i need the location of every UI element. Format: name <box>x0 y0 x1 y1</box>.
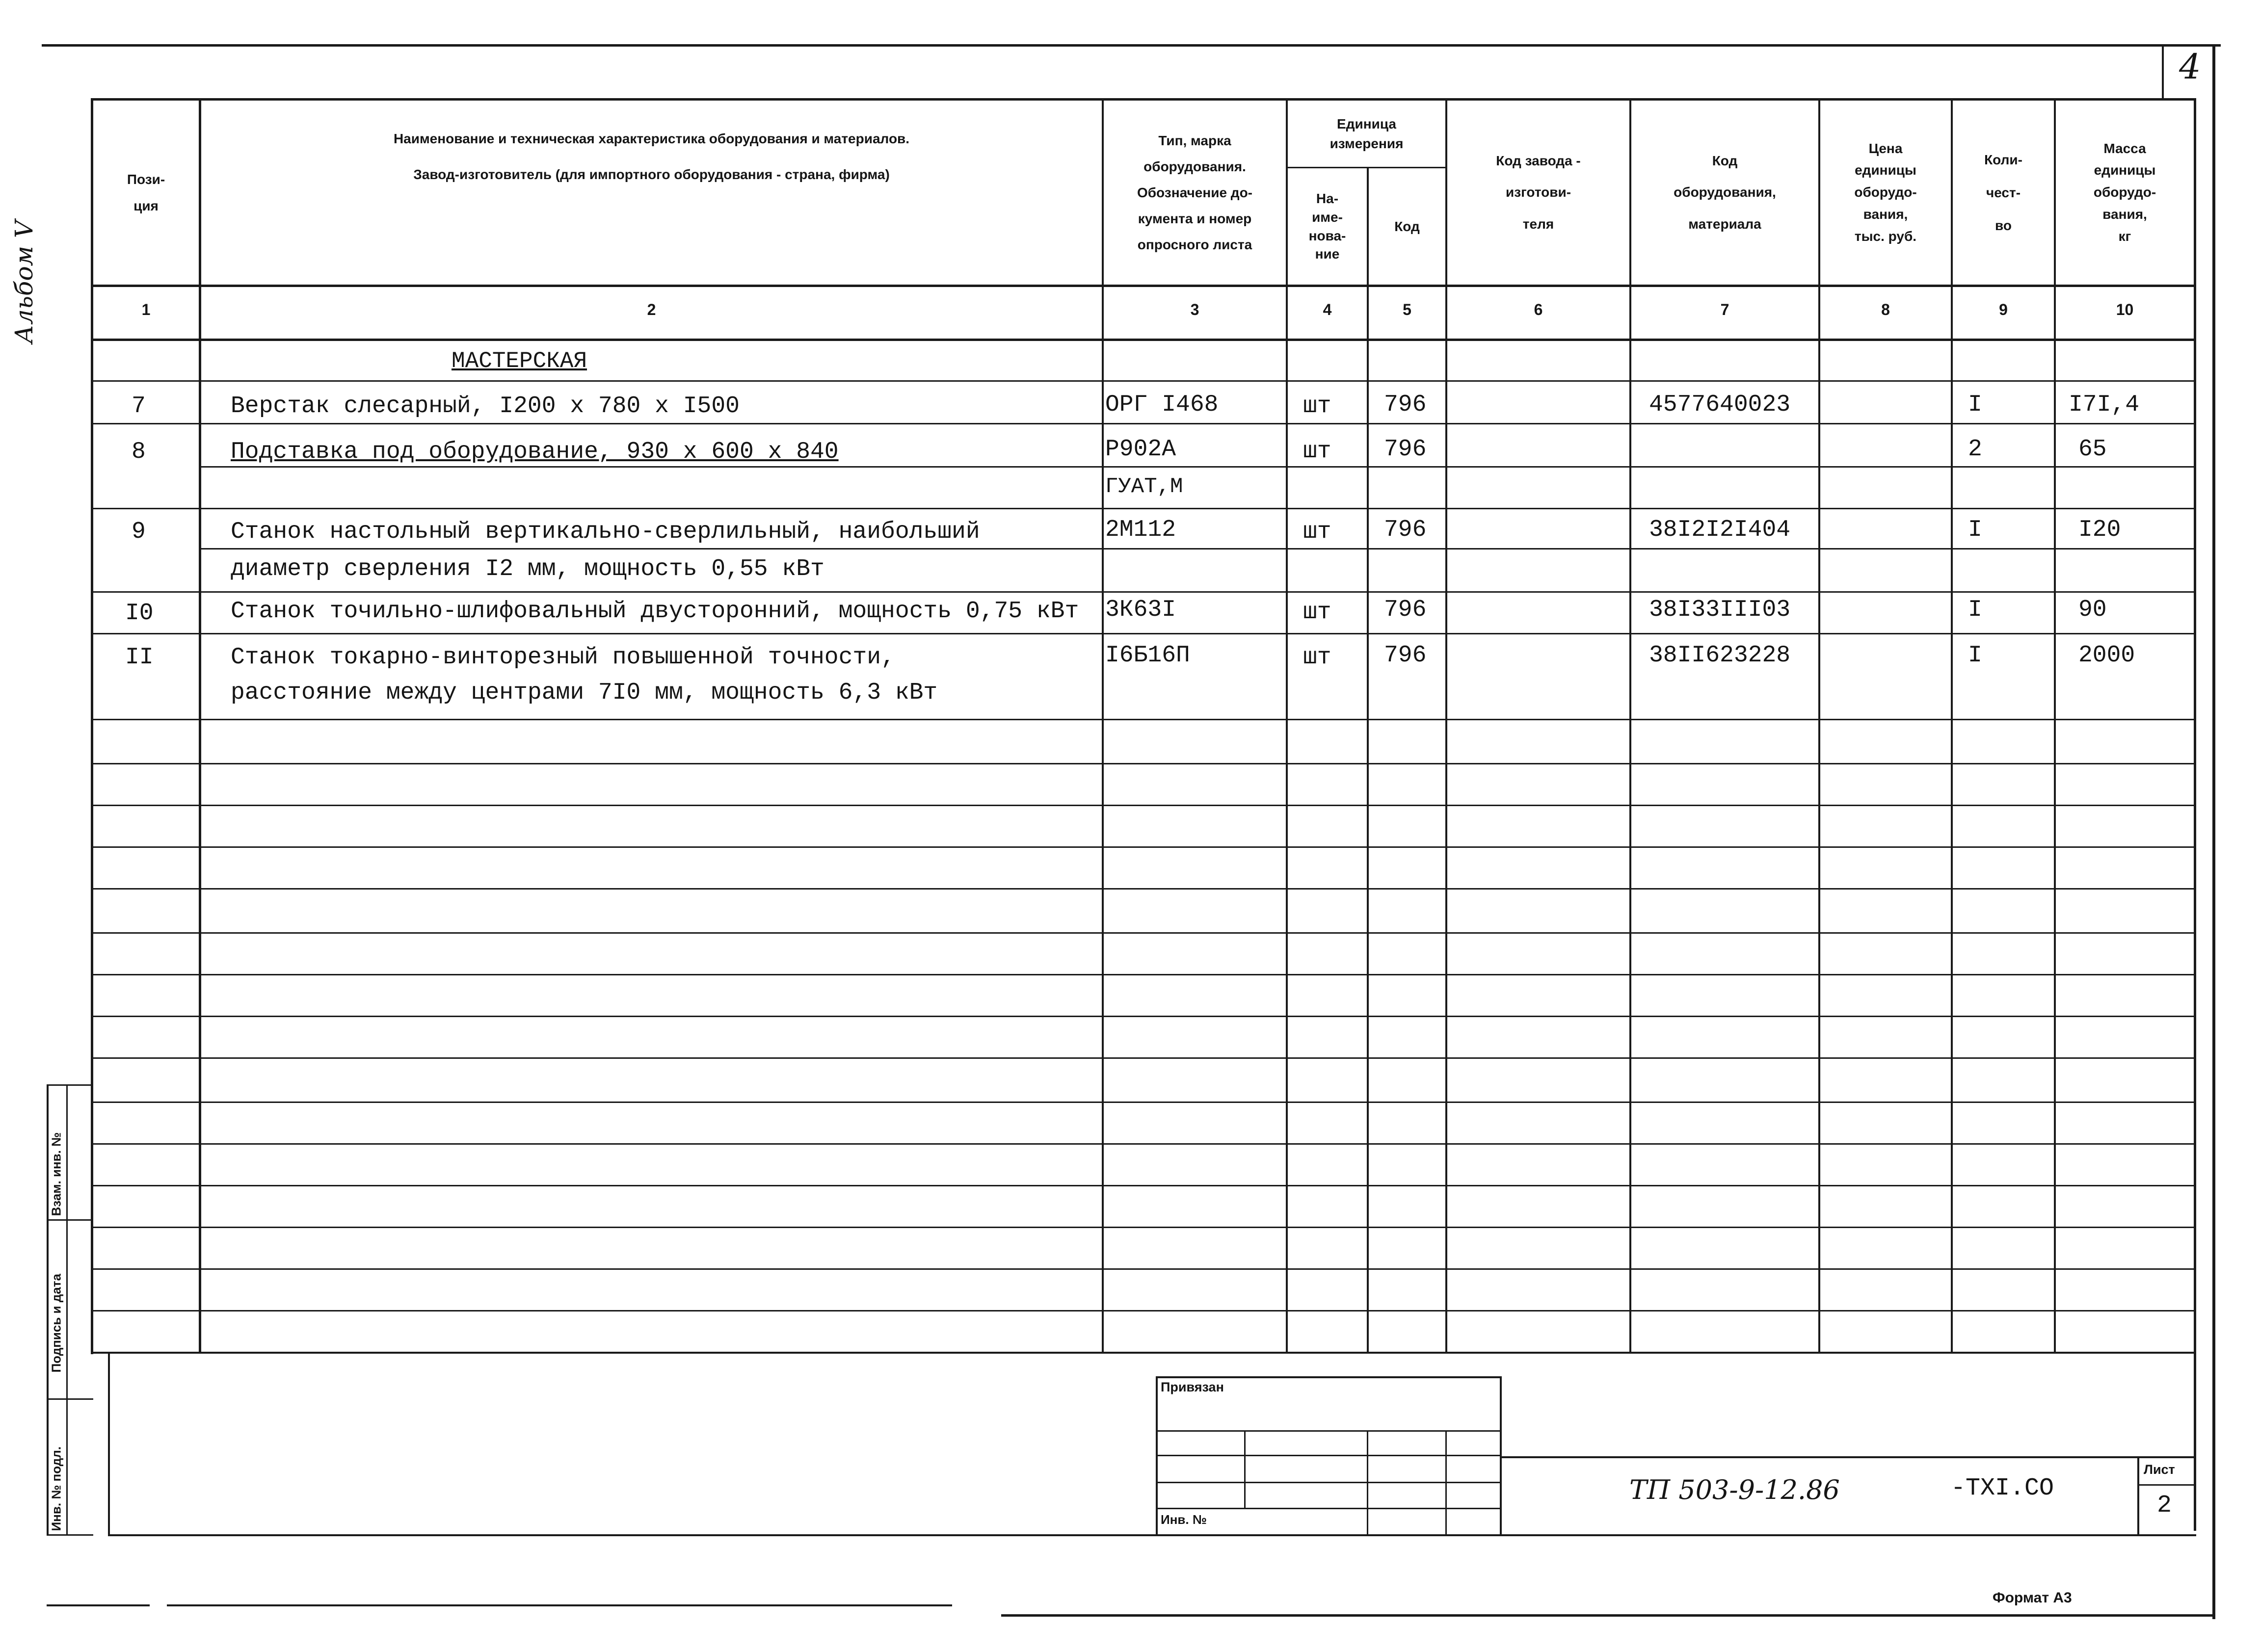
row-line <box>93 1101 2196 1103</box>
row-line <box>93 1310 2196 1311</box>
row-line <box>93 1268 2196 1270</box>
column-number: 6 <box>1534 301 1543 318</box>
sheet-label: Лист <box>2144 1462 2175 1477</box>
format-label: Формат А3 <box>1993 1590 2072 1606</box>
row-line <box>93 888 2196 890</box>
row-type: Р902А <box>1105 436 1176 463</box>
col-line-4 <box>1286 98 1288 1352</box>
row-unit-code: 796 <box>1384 597 1427 623</box>
row-name-continued: диаметр сверления I2 мм, мощность 0,55 кВт <box>231 556 824 582</box>
row-name: Станок настольный вертикально-сверлильный, наибольший <box>231 519 980 545</box>
row-mass: 90 <box>2078 597 2107 623</box>
bound-label: Привязан <box>1161 1380 1224 1394</box>
row-line <box>91 380 2196 382</box>
row-mass: I20 <box>2078 517 2121 543</box>
sheet-number: 2 <box>2157 1492 2172 1520</box>
row-line <box>93 1227 2196 1228</box>
frame-bottom <box>1001 1614 2215 1617</box>
row-line <box>91 508 2196 509</box>
column-number: 10 <box>2116 301 2134 318</box>
bottom-left-rule-1 <box>47 1604 150 1606</box>
side-stamp-bottom <box>47 1534 93 1536</box>
row-type: 2М112 <box>1105 517 1176 543</box>
col-line-9 <box>1951 98 1953 1352</box>
row-unit-code: 796 <box>1384 517 1427 543</box>
document-suffix: -ТХI.СО <box>1951 1474 2054 1502</box>
colnum-bottom <box>91 339 2196 341</box>
bound-col <box>1367 1430 1368 1534</box>
row-type-extra: ГУАТ,М <box>1105 474 1183 499</box>
column-number: 5 <box>1403 301 1411 318</box>
side-stamp-div-1 <box>47 1219 93 1221</box>
row-line <box>199 466 2196 468</box>
header-position: Пози- ция <box>127 172 165 213</box>
column-number: 2 <box>647 301 656 318</box>
header-price: Цена единицы оборудо- вания, тыс. руб. <box>1854 140 1917 244</box>
bound-col <box>1445 1430 1447 1534</box>
row-line <box>93 1057 2196 1059</box>
row-unit: шт <box>1303 644 1331 671</box>
row-quantity: I <box>1968 597 1982 623</box>
col-line-6 <box>1445 98 1447 1352</box>
stamp-area-bottom <box>108 1534 2196 1536</box>
row-equipment-code: 38II623228 <box>1649 642 1791 669</box>
row-quantity: I <box>1968 392 1982 418</box>
row-line <box>199 548 2196 550</box>
row-line <box>93 1016 2196 1017</box>
row-mass: I7I,4 <box>2069 392 2140 418</box>
document-number: ТП 503-9-12.86 <box>1629 1474 1840 1505</box>
header-unit-name: На- име- нова- ние <box>1308 190 1346 262</box>
bound-line <box>1156 1430 1502 1432</box>
row-name: Верстак слесарный, I200 x 780 x I500 <box>231 393 740 420</box>
col-line-2 <box>199 98 201 1352</box>
row-unit-code: 796 <box>1384 436 1427 463</box>
bound-line <box>1156 1508 1502 1509</box>
column-number: 7 <box>1720 301 1729 318</box>
col-line-7 <box>1629 98 1631 1352</box>
header-equipment-code: Код оборудования, материала <box>1674 153 1776 232</box>
row-name: Станок токарно-винторезный повышенной точности, <box>231 644 895 671</box>
row-unit: шт <box>1303 393 1331 420</box>
header-factory-code: Код завода - изготови- теля <box>1496 153 1581 232</box>
frame-right <box>2212 44 2215 1619</box>
row-mass: 2000 <box>2078 642 2135 669</box>
row-unit: шт <box>1303 519 1331 545</box>
side-inv-replace: Взам. инв. № <box>49 1132 64 1216</box>
row-unit-code: 796 <box>1384 392 1427 418</box>
section-title: МАСТЕРСКАЯ <box>452 348 587 374</box>
row-line <box>93 1143 2196 1145</box>
side-sign-date: Подпись и дата <box>49 1274 64 1373</box>
side-stamp-div-2 <box>47 1398 93 1400</box>
top-rule <box>42 44 2221 47</box>
bound-line <box>1156 1455 1502 1456</box>
col-line-5 <box>1367 167 1369 1352</box>
table-right <box>2194 98 2196 1531</box>
row-unit: шт <box>1303 599 1331 626</box>
header-type: Тип, марка оборудования. Обозначение до- кумента и номер опросного листа <box>1137 132 1253 253</box>
row-type: I6Б16П <box>1105 642 1190 669</box>
row-name: Подставка под оборудование, 930 x 600 x 840 <box>231 439 839 465</box>
row-name: Станок точильно-шлифовальный двусторонний, мощность 0,75 кВт <box>231 598 1079 625</box>
table-body-bottom <box>93 1352 2196 1354</box>
inv-label: Инв. № <box>1161 1512 1207 1527</box>
bound-col <box>1244 1430 1246 1509</box>
row-unit-code: 796 <box>1384 642 1427 669</box>
row-equipment-code: 38I33III03 <box>1649 597 1791 623</box>
row-line <box>93 846 2196 848</box>
col-line-10 <box>2054 98 2056 1352</box>
row-line <box>91 591 2196 593</box>
header-bottom <box>91 285 2196 287</box>
column-number: 9 <box>1999 301 2008 318</box>
row-line <box>93 763 2196 764</box>
row-quantity: I <box>1968 517 1982 543</box>
stamp-area-left <box>108 1352 110 1536</box>
row-type: 3К63I <box>1105 597 1176 623</box>
row-position: 7 <box>132 393 146 420</box>
title-stamp-top <box>1502 1456 2196 1458</box>
row-mass: 65 <box>2078 436 2107 463</box>
row-equipment-code: 38I2I2I404 <box>1649 517 1791 543</box>
row-position: II <box>125 644 154 671</box>
row-line <box>93 932 2196 934</box>
row-type: ОРГ I468 <box>1105 392 1219 418</box>
bound-line <box>1156 1482 1502 1483</box>
sheet-box-div <box>2137 1484 2196 1486</box>
column-number: 4 <box>1323 301 1332 318</box>
row-position: 8 <box>132 439 146 465</box>
bottom-left-rule-2 <box>167 1604 952 1606</box>
side-inv-orig: Инв. № подл. <box>49 1446 64 1531</box>
row-line <box>91 423 2196 424</box>
side-stamp-mid <box>66 1084 68 1536</box>
column-number: 3 <box>1190 301 1199 318</box>
sheet-mark-box <box>2162 44 2164 98</box>
header-quantity: Коли- чест- во <box>1984 152 2022 234</box>
row-quantity: I <box>1968 642 1982 669</box>
side-stamp-left <box>47 1084 49 1536</box>
row-line <box>93 805 2196 806</box>
row-unit: шт <box>1303 438 1331 465</box>
row-position: 9 <box>132 519 146 545</box>
album-label: Альбом V <box>10 220 38 343</box>
row-position: I0 <box>125 600 154 627</box>
header-unit-code: Код <box>1394 218 1420 234</box>
column-number: 8 <box>1881 301 1890 318</box>
sheet-mark: 4 <box>2179 47 2201 87</box>
row-line <box>93 974 2196 975</box>
column-number: 1 <box>141 301 151 318</box>
row-line <box>91 633 2196 634</box>
header-unit-group: Единица измерения <box>1329 116 1404 151</box>
row-line <box>93 1185 2196 1186</box>
side-stamp-top <box>47 1084 93 1086</box>
row-line <box>93 719 2196 720</box>
row-quantity: 2 <box>1968 436 1982 463</box>
row-name-continued: расстояние между центрами 7I0 мм, мощность 6,3 кВт <box>231 680 938 706</box>
header-mass: Масса единицы оборудо- вания, кг <box>2093 140 2156 244</box>
col-line-8 <box>1818 98 1820 1352</box>
header-name: Наименование и техническая характеристика оборудования и материалов. Завод-изготовитель (для импортного оборудования - страна, фирма) <box>393 131 910 182</box>
col-line-3 <box>1102 98 1104 1352</box>
row-equipment-code: 4577640023 <box>1649 392 1791 418</box>
